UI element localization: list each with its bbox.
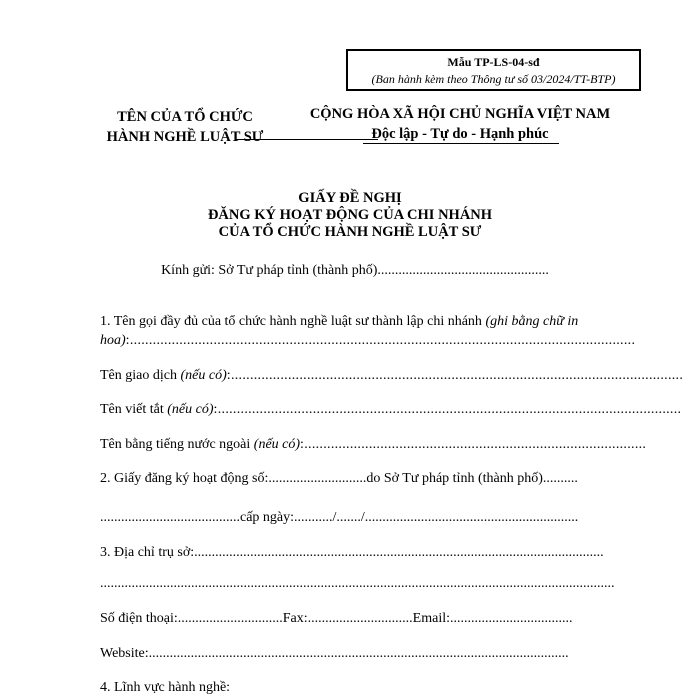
document-title	[60, 190, 640, 241]
trade-name-note: (nếu có)	[180, 368, 227, 383]
field-3-address-cont[interactable]: ...................................................................................................................................................	[100, 576, 615, 591]
website-field[interactable]: Website:........................................................................................................................	[100, 646, 569, 661]
country-name: CỘNG HÒA XÃ HỘI CHỦ NGHĨA VIỆT NAM	[309, 106, 611, 122]
form-code: Mẫu TP-LS-04-sđ	[447, 55, 540, 69]
form-issued-by: (Ban hành kèm theo Thông tư số 03/2024/TT-BTP)	[371, 72, 616, 86]
trade-name-dots[interactable]: :.......................................................................................................................	[226, 368, 684, 383]
trade-name-label: Tên giao dịch	[100, 368, 181, 383]
field-1-note: (ghi bằng chữ in	[485, 314, 579, 329]
field-1-line-1	[100, 312, 635, 332]
field-1-dots[interactable]: :.....................................................................................................................................	[125, 333, 636, 348]
field-2-line-2[interactable]: ........................................cấp ngày:.........../......./.............................................................	[100, 510, 579, 525]
motto-underline	[363, 143, 559, 144]
form-code-box	[346, 49, 641, 91]
national-header	[290, 104, 630, 144]
field-1-line-2[interactable]	[100, 331, 635, 351]
short-name-dots[interactable]: :..........................................................................................................................	[213, 402, 682, 417]
foreign-name-note: (nếu có)	[253, 437, 301, 452]
document-title-line-1: GIẤY ĐỀ NGHỊ	[298, 190, 402, 206]
short-name-label: Tên viết tắt	[100, 402, 168, 417]
contact-field[interactable]: Số điện thoại:..............................Fax:..............................Email:...................................	[100, 611, 573, 626]
field-4-practice-area: 4. Lĩnh vực hành nghề:	[100, 680, 231, 695]
short-name-note: (nếu có)	[167, 402, 214, 417]
trade-name-field[interactable]	[100, 366, 684, 386]
field-1-note-cont: hoa)	[100, 333, 126, 348]
foreign-name-label: Tên bằng tiếng nước ngoài	[100, 437, 254, 452]
foreign-name-field[interactable]	[100, 435, 647, 455]
field-3-address[interactable]: 3. Địa chỉ trụ sở:.....................................................................................................................	[100, 545, 604, 560]
field-2-line-1[interactable]: 2. Giấy đăng ký hoạt động số:............................do Sở Tư pháp tỉnh (thành phố)..........	[100, 471, 578, 486]
organization-line-2: HÀNH NGHỀ LUẬT SƯ	[106, 129, 264, 145]
organization-name	[90, 107, 280, 147]
field-1-label: 1. Tên gọi đầy đủ của tổ chức hành nghề luật sư thành lập chi nhánh	[100, 314, 486, 329]
national-motto: Độc lập - Tự do - Hạnh phúc	[371, 126, 549, 142]
foreign-name-dots[interactable]: :..........................................................................................	[300, 437, 647, 452]
short-name-field[interactable]	[100, 400, 682, 420]
addressee: Kính gửi: Sở Tư pháp tỉnh (thành phố).................................................	[161, 263, 549, 278]
document-title-line-2: ĐĂNG KÝ HOẠT ĐỘNG CỦA CHI NHÁNH	[207, 207, 493, 223]
document-title-line-3: CỦA TỔ CHỨC HÀNH NGHỀ LUẬT SƯ	[218, 224, 482, 240]
organization-line-1: TÊN CỦA TỔ CHỨC	[117, 109, 253, 125]
